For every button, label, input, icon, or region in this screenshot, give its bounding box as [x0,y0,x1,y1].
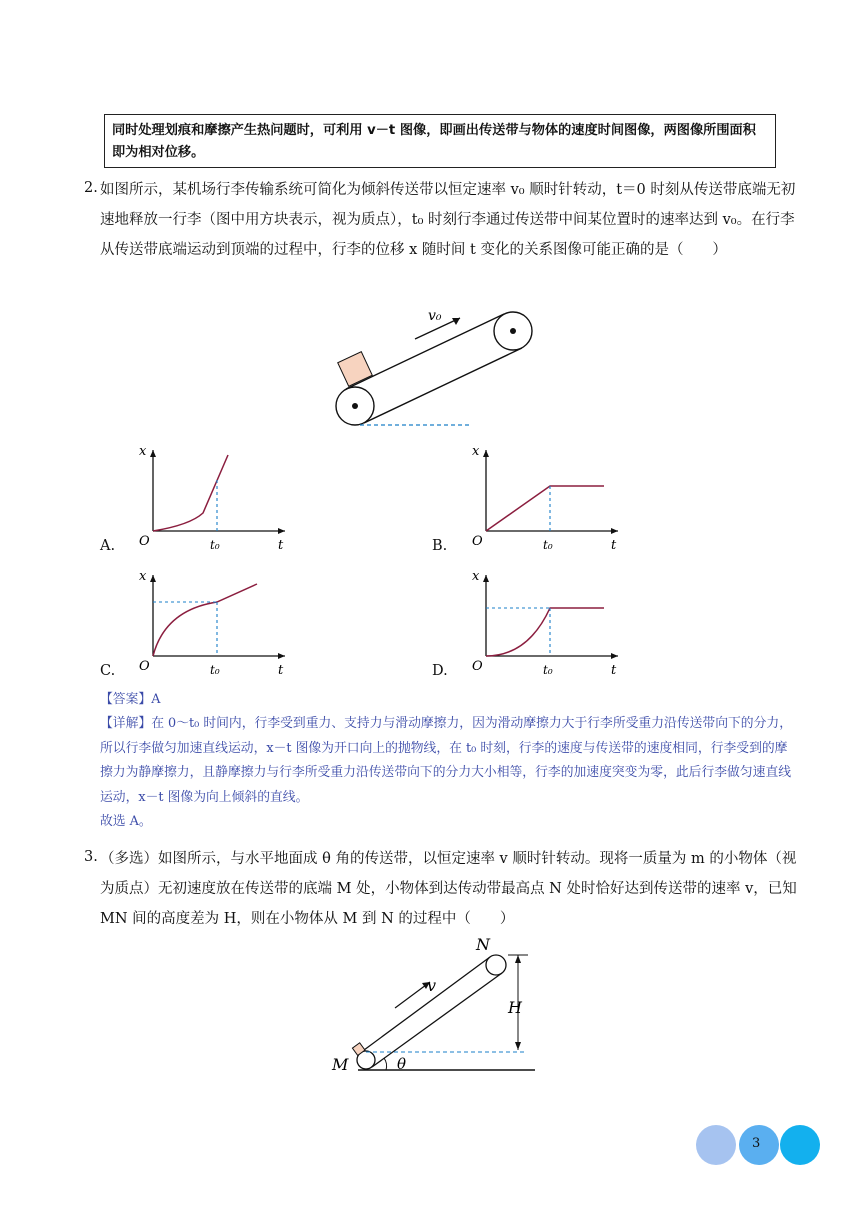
velocity-label: v₀ [428,308,442,324]
q2-detail: 【详解】在 0～t₀ 时间内，行李受到重力、支持力与滑动摩擦力，因为滑动摩擦力大于行李所受重力沿传送带向下的分力，所以行李做匀加速直线运动，x－t 图像为开口向上的抛物线，在 t₀ 时刻，行李的速度与传送带的速度相同，行李受到的摩擦力为静摩擦力，且静摩擦力与行李所受重力沿传送带向下的分力大小相等，行李的加速度突变为零，此后行李做匀速直线运动，x－t 图像为向上倾斜的直线。 [100,716,792,805]
label-n: N [476,935,490,954]
luggage-block [338,352,373,387]
page-number: 3 [752,1136,761,1151]
svg-text:t₀: t₀ [210,538,220,552]
svg-text:t: t [611,663,617,678]
conveyor-figure [330,300,550,435]
option-b-label[interactable]: B. [432,538,448,554]
question-3-number: 3. [84,849,98,865]
svg-text:x: x [472,569,480,584]
svg-text:O: O [472,534,483,549]
graph-a[interactable] [135,445,295,555]
svg-text:t: t [278,538,284,553]
incline-figure [330,932,550,1077]
label-theta: θ [397,1055,407,1073]
svg-text:t: t [611,538,617,553]
option-a-label[interactable]: A. [100,538,116,554]
option-d-label[interactable]: D. [432,663,448,679]
svg-text:O: O [139,659,150,674]
q2-answer: 【答案】A [100,692,161,707]
question-2-text: 如图所示，某机场行李传输系统可简化为倾斜传送带以恒定速率 v₀ 顺时针转动，t＝0 时刻从传送带底端无初速地释放一行李（图中用方块表示，视为质点），t₀ 时刻行李通过传送带中间某位置时的速率达到 v₀。在行李从传送带底端运动到顶端的过程中，行李的位移 x 随时间 t 变化的关系图像可能正确的是（ ） [100,182,796,258]
label-v: v [427,976,437,995]
svg-text:x: x [139,444,147,459]
q2-conclusion: 故选 A。 [100,814,152,829]
svg-text:t₀: t₀ [210,663,220,677]
svg-text:O: O [472,659,483,674]
svg-text:t₀: t₀ [543,663,553,677]
question-2-number: 2. [84,180,98,196]
label-h: H [508,998,522,1017]
question-3-text: （多选）如图所示，与水平地面成 θ 角的传送带，以恒定速率 v 顺时针转动。现将一质量为 m 的小物体（视为质点）无初速度放在传送带的底端 M 处，小物体到达传动带最高点 N 处时恰好达到传送带的速率 v，已知 MN 间的高度差为 H，则在小物体从 M 到 N 的过程中（ ） [100,851,797,927]
svg-text:O: O [139,534,150,549]
svg-text:x: x [139,569,147,584]
label-m: M [332,1055,349,1074]
svg-text:t: t [278,663,284,678]
graph-c[interactable] [135,570,295,680]
svg-text:t₀: t₀ [543,538,553,552]
tip-box: 同时处理划痕和摩擦产生热问题时，可利用 v－t 图像，即画出传送带与物体的速度时间图像，两图像所围面积即为相对位移。 [104,114,776,168]
graph-d[interactable] [468,570,628,680]
option-c-label[interactable]: C. [100,663,116,679]
graph-b[interactable] [468,445,628,555]
svg-text:x: x [472,444,480,459]
